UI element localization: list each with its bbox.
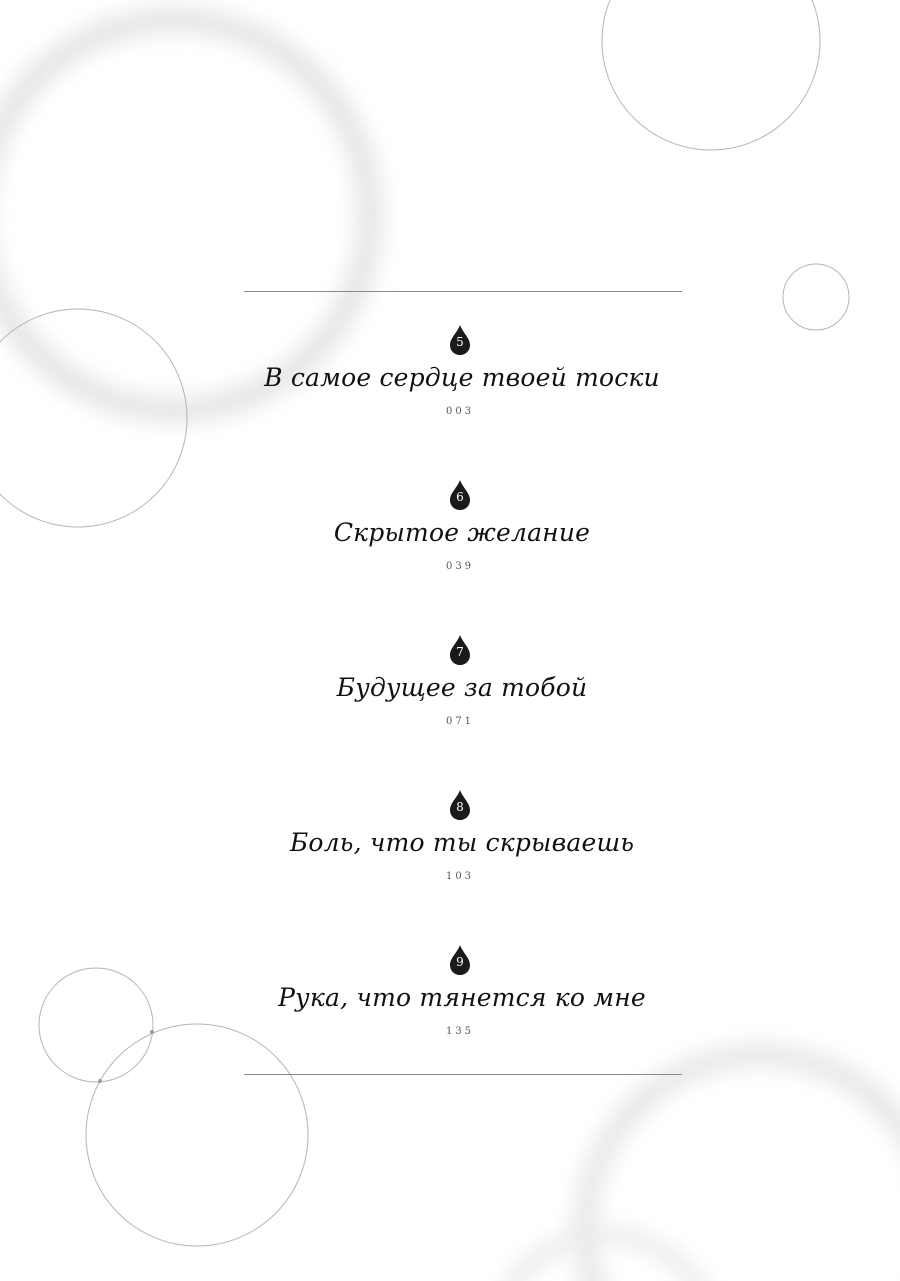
chapter-number: 5 [456,335,464,349]
chapter-number: 7 [456,645,464,659]
top-rule [244,291,682,292]
chapter-title: Боль, что ты скрываешь [289,828,635,857]
chapter-title: Скрытое желание [333,518,591,547]
blurred-ring-bottom [495,1235,715,1281]
toc-entry[interactable] [0,634,900,744]
toc-entry[interactable] [0,944,900,1054]
chapter-number: 6 [456,490,464,504]
bottom-rule [244,1074,682,1075]
outline-circle-small-right [783,264,849,330]
toc-entry[interactable] [0,324,900,434]
chapter-drop-icon [450,789,472,821]
chapter-title: В самое сердце твоей тоски [264,363,660,392]
chapter-page-number: 103 [445,871,475,882]
chapter-page-number: 039 [445,561,475,572]
chapter-page-number: 135 [445,1026,475,1037]
chapter-drop-icon [450,324,472,356]
toc-entry[interactable] [0,479,900,589]
intersection-dot [98,1079,102,1083]
chapter-drop-icon [450,634,472,666]
chapter-number: 8 [456,800,464,814]
chapter-page-number: 071 [445,716,475,727]
chapter-page-number: 003 [445,406,475,417]
outline-circle-bottom-left-large [86,1024,308,1246]
chapter-title: Рука, что тянется ко мне [278,983,646,1012]
chapter-drop-icon [450,944,472,976]
chapter-title: Будущее за тобой [336,673,588,702]
outline-circle-top-right [602,0,820,150]
chapter-drop-icon [450,479,472,511]
chapter-number: 9 [456,955,464,969]
toc-entry[interactable] [0,789,900,899]
